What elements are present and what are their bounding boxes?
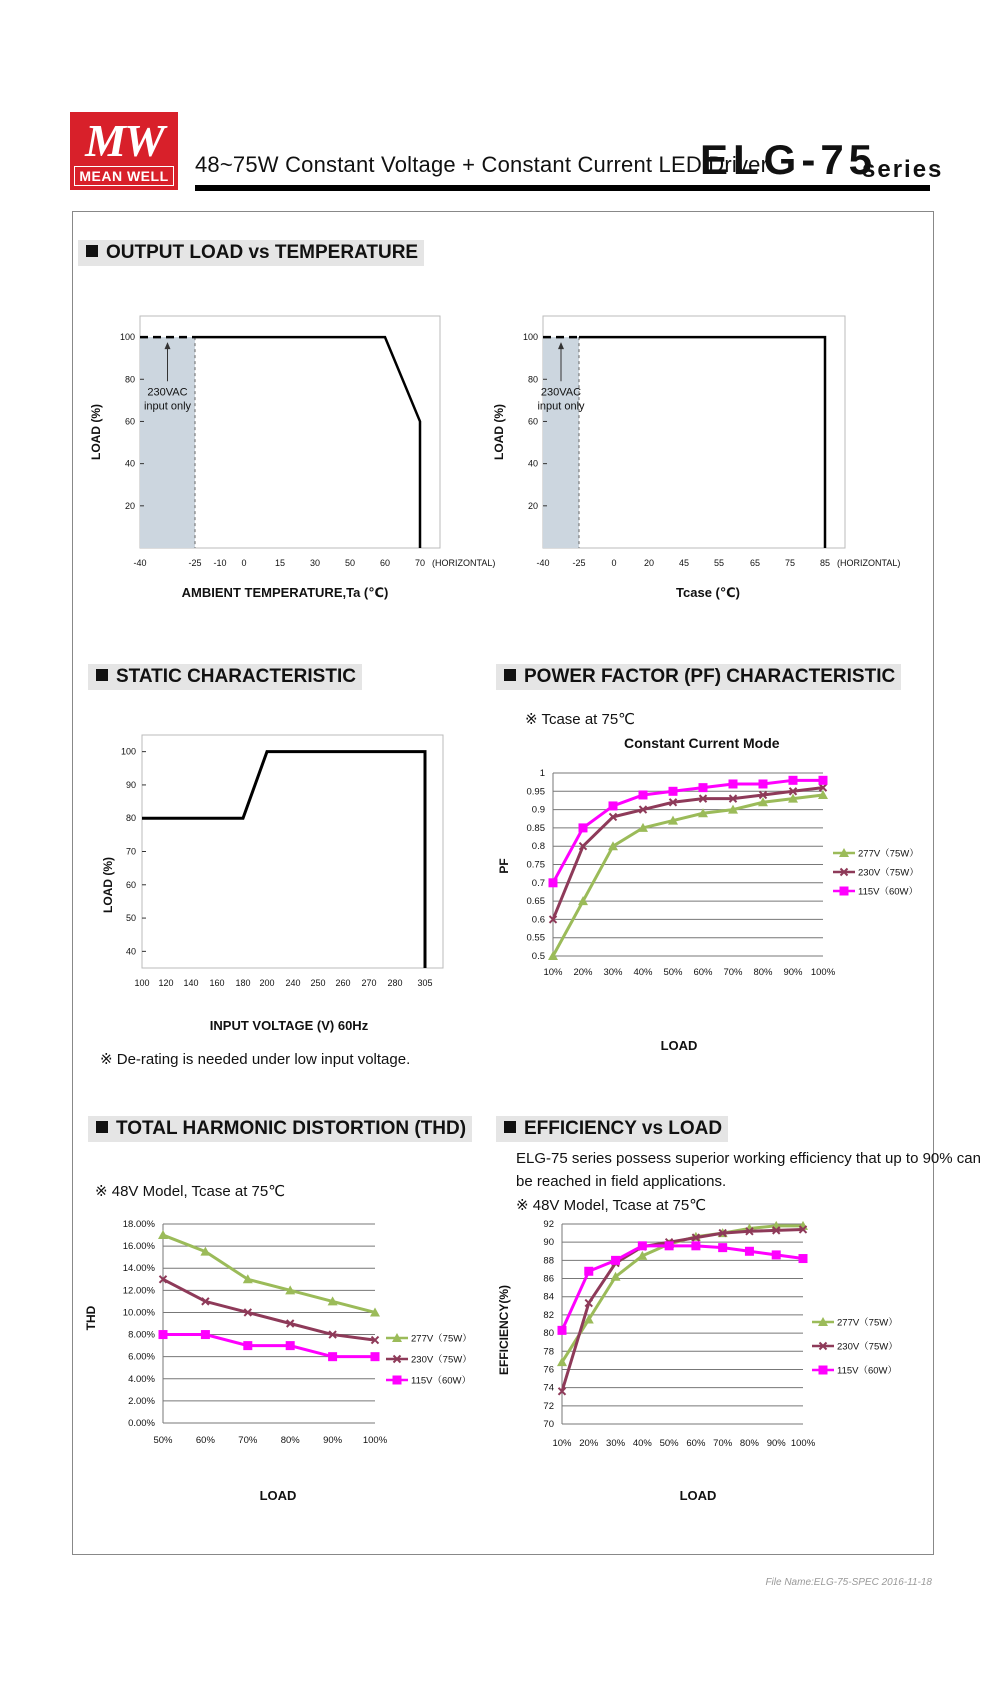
thd-point bbox=[328, 1352, 337, 1361]
thd-point bbox=[159, 1330, 168, 1339]
eff-point bbox=[584, 1267, 593, 1276]
pf-x-tick-label: 60% bbox=[693, 967, 713, 978]
eff-x-axis-label: LOAD bbox=[679, 1488, 717, 1503]
load_vs_ambient-x-tick-label: 15 bbox=[274, 558, 286, 568]
pf-series-line-1 bbox=[553, 788, 823, 920]
pf-legend-label-1: 230V（75W） bbox=[858, 867, 919, 879]
pf-point bbox=[789, 776, 798, 785]
pf-y-tick-label: 0.6 bbox=[531, 914, 545, 926]
static-y-tick-label: 60 bbox=[125, 879, 136, 890]
pf-y-tick-label: 0.95 bbox=[526, 786, 545, 798]
thd-legend-label-0: 277V（75W） bbox=[411, 1333, 472, 1345]
static-x-axis-label: INPUT VOLTAGE (V) 60Hz bbox=[209, 1018, 369, 1033]
load_vs_tcase-y-tick-label: 80 bbox=[527, 374, 538, 385]
load_vs_tcase-y-tick-label: 100 bbox=[522, 332, 538, 343]
thd-point bbox=[158, 1230, 168, 1239]
pf-point bbox=[609, 801, 618, 810]
eff-point bbox=[691, 1241, 700, 1250]
eff-model-note: ※ 48V Model, Tcase at 75℃ bbox=[516, 1197, 707, 1214]
eff-legend-label-2: 115V（60W） bbox=[837, 1365, 898, 1377]
eff-x-tick-label: 60% bbox=[686, 1438, 706, 1449]
section-static-title: STATIC CHARACTERISTIC bbox=[116, 666, 356, 687]
static-derating-note: ※ De-rating is needed under low input voltage. bbox=[100, 1051, 411, 1068]
pf-point bbox=[639, 790, 648, 799]
eff-y-tick-label: 82 bbox=[543, 1309, 554, 1321]
thd-x-tick-label: 90% bbox=[323, 1435, 343, 1446]
static-y-tick-label: 40 bbox=[125, 946, 136, 957]
thd-legend-label-2: 115V（60W） bbox=[411, 1375, 472, 1387]
eff-y-tick-label: 74 bbox=[543, 1382, 554, 1394]
document-subtitle: 48~75W Constant Voltage + Constant Current LED Driver bbox=[195, 152, 769, 177]
pf-point bbox=[549, 878, 558, 887]
load_vs_tcase-x-axis-label: Tcase (℃) bbox=[676, 585, 740, 600]
eff-x-tick-label: 100% bbox=[790, 1438, 816, 1449]
thd-point bbox=[371, 1352, 380, 1361]
eff-x-tick-label: 70% bbox=[713, 1438, 733, 1449]
load_vs_tcase-y-axis-label: LOAD (%) bbox=[492, 404, 506, 460]
pf-y-tick-label: 0.75 bbox=[526, 859, 545, 871]
pf-y-tick-label: 1 bbox=[539, 768, 545, 779]
eff-y-tick-label: 76 bbox=[543, 1364, 554, 1376]
eff-legend-label-1: 230V（75W） bbox=[837, 1341, 898, 1353]
model-series: series bbox=[862, 156, 944, 183]
static-y-axis-label: LOAD (%) bbox=[101, 857, 115, 913]
pf-x-axis-label: LOAD bbox=[660, 1038, 698, 1053]
load_vs_ambient-y-tick-label: 20 bbox=[124, 500, 135, 511]
load_vs_ambient-x-tick-label: 0 bbox=[241, 558, 247, 568]
eff-y-tick-label: 88 bbox=[543, 1255, 554, 1267]
load_vs_tcase-x-tick-label: 85 bbox=[819, 558, 831, 568]
eff-description-line-1: ELG-75 series possess superior working efficiency that up to 90% can bbox=[516, 1150, 981, 1167]
load_vs_tcase-x-tick-label: 45 bbox=[678, 558, 690, 568]
eff-x-tick-label: 40% bbox=[632, 1438, 652, 1449]
thd-x-tick-label: 60% bbox=[195, 1435, 215, 1446]
pf-point bbox=[759, 779, 768, 788]
thd-legend-marker-2 bbox=[393, 1376, 402, 1385]
load_vs_tcase-x-tick-label: 0 bbox=[611, 558, 617, 568]
load_vs_tcase-y-tick-label: 40 bbox=[527, 458, 538, 469]
static-y-tick-label: 80 bbox=[125, 813, 136, 824]
eff-x-tick-label: 50% bbox=[659, 1438, 679, 1449]
thd-point bbox=[201, 1330, 210, 1339]
thd-y-tick-label: 14.00% bbox=[122, 1263, 155, 1275]
thd-x-tick-label: 100% bbox=[362, 1435, 388, 1446]
static-x-tick-label: 260 bbox=[335, 978, 351, 988]
eff-y-tick-label: 86 bbox=[543, 1273, 554, 1285]
pf-legend-label-0: 277V（75W） bbox=[858, 848, 919, 860]
load_vs_tcase-annotation-line-2: input only bbox=[537, 400, 585, 413]
thd-y-tick-label: 18.00% bbox=[122, 1219, 155, 1230]
pf-y-tick-label: 0.55 bbox=[526, 932, 545, 944]
thd-y-tick-label: 2.00% bbox=[128, 1395, 155, 1407]
thd-y-axis-label: THD bbox=[84, 1305, 98, 1331]
static-x-tick-label: 200 bbox=[259, 978, 275, 988]
eff-y-axis-label: EFFICIENCY(%) bbox=[497, 1285, 511, 1375]
load_vs_tcase-plot-frame bbox=[540, 316, 845, 548]
section-pf-title: POWER FACTOR (PF) CHARACTERISTIC bbox=[524, 666, 896, 687]
pf-point bbox=[699, 783, 708, 792]
load_vs_ambient-x-tick-label: -10 bbox=[213, 558, 227, 568]
eff-point bbox=[799, 1254, 808, 1263]
eff-point bbox=[745, 1247, 754, 1256]
thd-series-line-1 bbox=[163, 1279, 375, 1340]
load_vs_tcase-x-suffix-label: (HORIZONTAL) bbox=[837, 558, 901, 568]
load_vs_ambient-y-tick-label: 80 bbox=[124, 374, 135, 385]
load_vs_ambient-y-tick-label: 60 bbox=[124, 416, 135, 427]
eff-description-line-2: be reached in field applications. bbox=[516, 1173, 727, 1190]
eff-x-tick-label: 10% bbox=[552, 1438, 572, 1449]
pf-tcase-note: ※ Tcase at 75℃ bbox=[525, 711, 636, 728]
eff-y-tick-label: 90 bbox=[543, 1237, 554, 1249]
load_vs_ambient-x-tick-label: 30 bbox=[309, 558, 321, 568]
model-name: ELG-75 bbox=[700, 136, 878, 183]
static-x-tick-label: 120 bbox=[158, 978, 174, 988]
thd-x-axis-label: LOAD bbox=[259, 1488, 297, 1503]
load_vs_ambient-x-tick-label: 50 bbox=[344, 558, 356, 568]
pf-y-tick-label: 0.8 bbox=[531, 841, 545, 853]
pf-x-tick-label: 90% bbox=[783, 967, 803, 978]
pf-legend-label-2: 115V（60W） bbox=[858, 886, 919, 898]
pf-series-line-2 bbox=[553, 780, 823, 882]
load_vs_ambient-x-tick-label: 60 bbox=[379, 558, 391, 568]
thd-point bbox=[243, 1341, 252, 1350]
thd-model-note: ※ 48V Model, Tcase at 75℃ bbox=[95, 1183, 286, 1200]
load_vs_tcase-x-tick-label: 55 bbox=[713, 558, 725, 568]
thd-y-tick-label: 8.00% bbox=[128, 1329, 155, 1341]
eff-point bbox=[638, 1241, 647, 1250]
static-plot-frame bbox=[142, 735, 443, 968]
load_vs_tcase-y-tick-label: 20 bbox=[527, 500, 538, 511]
thd-y-tick-label: 0.00% bbox=[128, 1418, 155, 1429]
thd-x-tick-label: 50% bbox=[153, 1435, 173, 1446]
static-x-tick-label: 100 bbox=[134, 978, 150, 988]
thd-series-line-0 bbox=[163, 1235, 375, 1312]
pf-x-tick-label: 50% bbox=[663, 967, 683, 978]
thd-x-tick-label: 80% bbox=[280, 1435, 300, 1446]
thd-series-line-2 bbox=[163, 1335, 375, 1357]
load_vs_ambient-y-axis-label: LOAD (%) bbox=[89, 404, 103, 460]
pf-x-tick-label: 40% bbox=[633, 967, 653, 978]
thd-x-tick-label: 70% bbox=[238, 1435, 258, 1446]
eff-legend-marker-2 bbox=[819, 1366, 828, 1375]
pf-point bbox=[579, 823, 588, 832]
eff-x-tick-label: 20% bbox=[579, 1438, 599, 1449]
pf-x-tick-label: 10% bbox=[543, 967, 563, 978]
load_vs_ambient-x-axis-label: AMBIENT TEMPERATURE,Ta (℃) bbox=[181, 585, 389, 600]
static-y-tick-label: 90 bbox=[125, 779, 136, 790]
load_vs_ambient-annotation-line-1: 230VAC bbox=[147, 386, 188, 399]
load_vs_tcase-x-tick-label: -25 bbox=[572, 558, 586, 568]
static-y-tick-label: 50 bbox=[125, 913, 136, 924]
thd-y-tick-label: 6.00% bbox=[128, 1351, 155, 1363]
eff-point bbox=[772, 1250, 781, 1259]
thd-legend-label-1: 230V（75W） bbox=[411, 1354, 472, 1366]
eff-x-tick-label: 90% bbox=[766, 1438, 786, 1449]
load_vs_tcase-x-tick-label: 65 bbox=[749, 558, 761, 568]
logo-mark: MW bbox=[85, 115, 163, 166]
load_vs_ambient-x-tick-label: 70 bbox=[414, 558, 426, 568]
eff-point bbox=[665, 1241, 674, 1250]
eff-y-tick-label: 92 bbox=[543, 1219, 554, 1230]
load_vs_tcase-x-tick-label: -40 bbox=[536, 558, 550, 568]
thd-y-tick-label: 16.00% bbox=[122, 1241, 155, 1253]
static-x-tick-label: 160 bbox=[209, 978, 225, 988]
eff-x-tick-label: 80% bbox=[739, 1438, 759, 1449]
pf-x-tick-label: 30% bbox=[603, 967, 623, 978]
load_vs_ambient-x-tick-label: -40 bbox=[133, 558, 147, 568]
pf-legend-marker-2 bbox=[840, 887, 849, 896]
load_vs_ambient-annotation-line-2: input only bbox=[143, 400, 192, 413]
eff-point bbox=[718, 1243, 727, 1252]
load_vs_ambient-y-tick-label: 100 bbox=[119, 332, 135, 343]
eff-y-tick-label: 70 bbox=[543, 1419, 554, 1430]
eff-y-tick-label: 72 bbox=[543, 1400, 554, 1412]
static-y-tick-label: 100 bbox=[120, 746, 136, 757]
footer-file-name: File Name:ELG-75-SPEC 2016-11-18 bbox=[765, 1577, 932, 1588]
static-x-tick-label: 305 bbox=[417, 978, 433, 988]
load_vs_ambient-x-suffix-label: (HORIZONTAL) bbox=[432, 558, 496, 568]
pf-x-tick-label: 80% bbox=[753, 967, 773, 978]
pf-y-axis-label: PF bbox=[497, 858, 511, 874]
thd-y-tick-label: 4.00% bbox=[128, 1373, 155, 1385]
static-x-tick-label: 140 bbox=[183, 978, 199, 988]
thd-y-tick-label: 12.00% bbox=[122, 1285, 155, 1297]
static-x-tick-label: 250 bbox=[310, 978, 326, 988]
section-eff-title: EFFICIENCY vs LOAD bbox=[524, 1118, 723, 1139]
section-thd-title: TOTAL HARMONIC DISTORTION (THD) bbox=[116, 1118, 467, 1139]
pf-x-tick-label: 100% bbox=[810, 967, 836, 978]
eff-y-tick-label: 80 bbox=[543, 1328, 554, 1340]
static-x-tick-label: 270 bbox=[361, 978, 377, 988]
pf-x-tick-label: 20% bbox=[573, 967, 593, 978]
thd-y-tick-label: 10.00% bbox=[122, 1307, 155, 1319]
pf-mode-label: Constant Current Mode bbox=[624, 735, 780, 751]
static-x-tick-label: 180 bbox=[235, 978, 251, 988]
eff-x-tick-label: 30% bbox=[606, 1438, 626, 1449]
eff-point bbox=[611, 1256, 620, 1265]
pf-y-tick-label: 0.85 bbox=[526, 822, 545, 834]
load_vs_tcase-annotation-line-1: 230VAC bbox=[540, 386, 582, 399]
eff-y-tick-label: 84 bbox=[543, 1291, 554, 1303]
static-y-tick-label: 70 bbox=[125, 846, 136, 857]
load_vs_tcase-y-tick-label: 60 bbox=[527, 416, 538, 427]
static-x-tick-label: 240 bbox=[285, 978, 301, 988]
eff-legend-label-0: 277V（75W） bbox=[837, 1317, 898, 1329]
logo-name: MEAN WELL bbox=[74, 166, 174, 186]
pf-x-tick-label: 70% bbox=[723, 967, 743, 978]
load_vs_tcase-x-tick-label: 20 bbox=[643, 558, 655, 568]
load_vs_ambient-y-tick-label: 40 bbox=[124, 458, 135, 469]
eff-y-tick-label: 78 bbox=[543, 1346, 554, 1358]
load_vs_ambient-x-tick-label: -25 bbox=[188, 558, 202, 568]
pf-point bbox=[819, 776, 828, 785]
load_vs_tcase-x-tick-label: 75 bbox=[784, 558, 796, 568]
pf-y-tick-label: 0.65 bbox=[526, 896, 545, 908]
pf-point bbox=[669, 787, 678, 796]
eff-point bbox=[558, 1326, 567, 1335]
static-x-tick-label: 280 bbox=[387, 978, 403, 988]
pf-y-tick-label: 0.9 bbox=[531, 804, 545, 816]
thd-point bbox=[286, 1341, 295, 1350]
pf-y-tick-label: 0.5 bbox=[531, 951, 545, 962]
pf-y-tick-label: 0.7 bbox=[531, 877, 545, 889]
pf-point bbox=[729, 779, 738, 788]
section-output-load-title: OUTPUT LOAD vs TEMPERATURE bbox=[106, 242, 419, 263]
